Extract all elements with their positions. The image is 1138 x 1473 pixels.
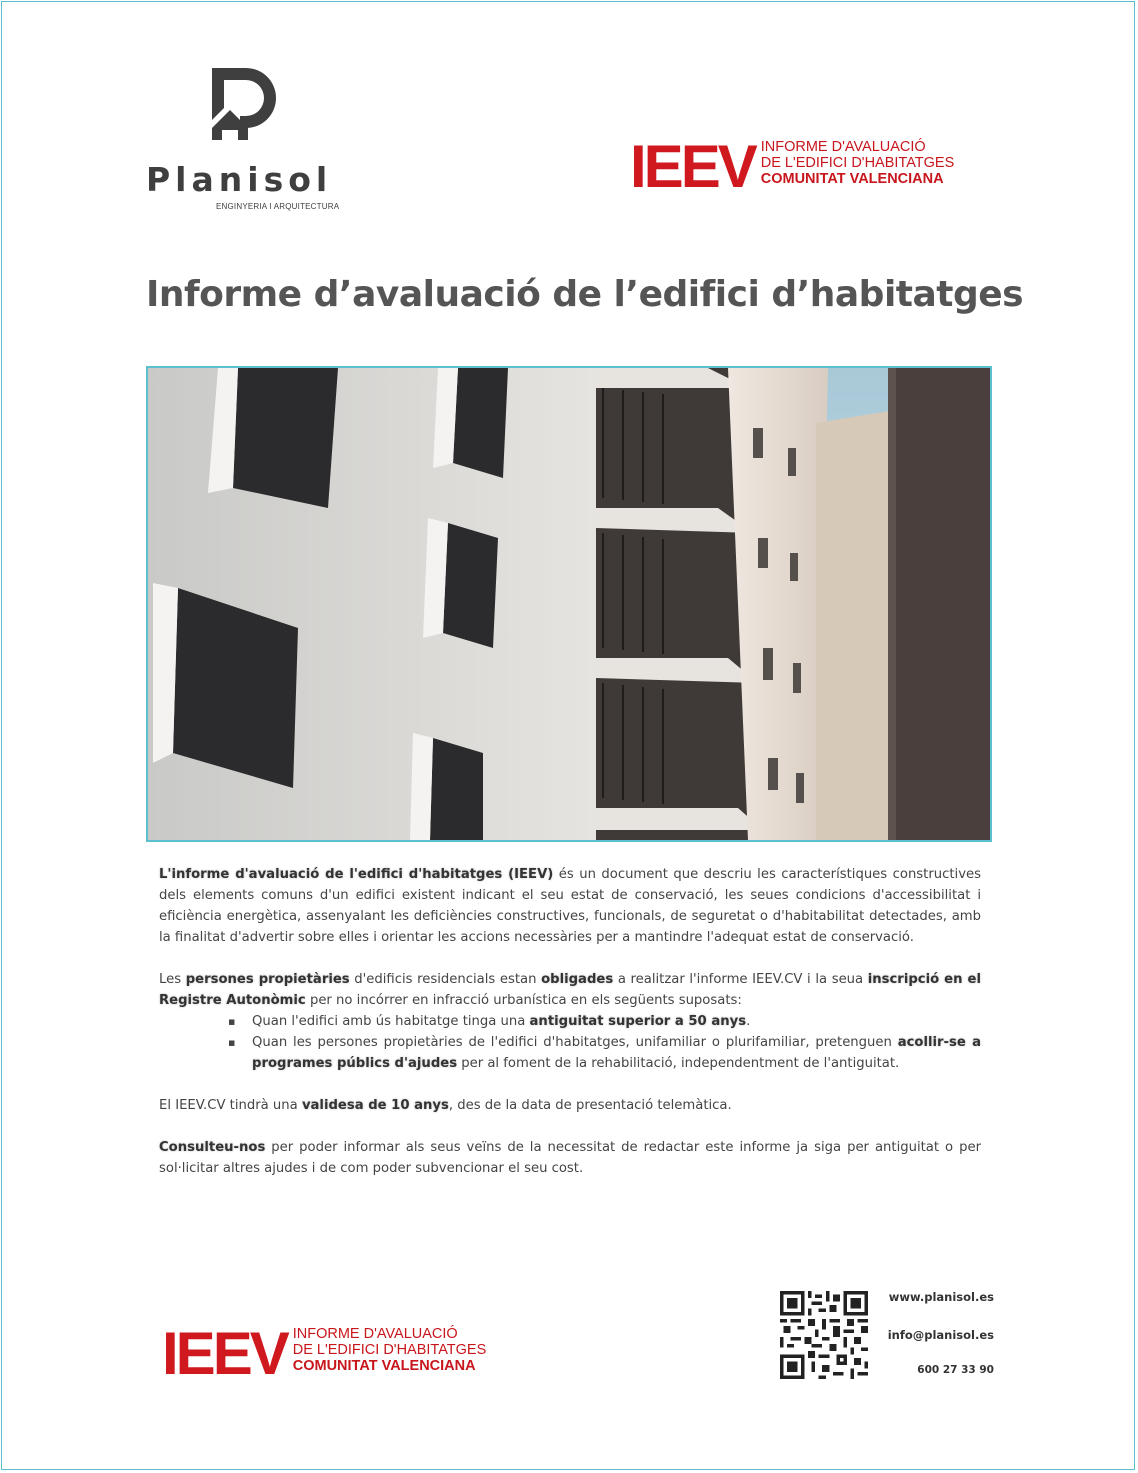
ieev-logo-bottom (162, 1320, 487, 1387)
ieev-mark: IEEV (162, 1320, 287, 1387)
website-link[interactable]: www.planisol.es (888, 1290, 994, 1304)
list-item: ▪ Quan les persones propietàries de l'edifici d'habitatges, unifamiliar o plurifamiliar, pretenguen acollir-se a programes públics d'ajudes per al foment de la rehabilitació, independentment de l'antiguitat. (252, 1032, 981, 1074)
page-title: Informe d’avaluació de l’edifici d’habitatges (146, 274, 1024, 315)
paragraph-intro: L'informe d'avaluació de l'edifici d'habitatges (IEEV) és un document que descriu les característiques constructives dels elements comuns d'un edifici existent indicant el seu estat de conservació, les seues condicions d'accessibilitat i eficiència energètica, assenyalant les deficiències constructives, funcionals, de seguretat o d'habitabilitat detectades, amb la finalitat d'advertir sobre elles i orientar les accions necessàries per a mantindre l'adequat estat de conservació. (159, 867, 981, 945)
email-link[interactable]: info@planisol.es (887, 1328, 994, 1342)
company-name: Planisol (146, 160, 333, 199)
planisol-p-icon (210, 68, 280, 144)
ieev-text: INFORME D'AVALUACIÓ DE L'EDIFICI D'HABITATGES COMUNITAT VALENCIANA (760, 139, 955, 188)
list-item: ▪ Quan l'edifici amb ús habitatge tinga una antiguitat superior a 50 anys. (252, 1011, 981, 1032)
ieev-mark: IEEV (630, 133, 755, 200)
phone-number[interactable]: 600 27 33 90 (917, 1364, 994, 1376)
ieev-logo-top (630, 133, 955, 200)
hero-image (146, 366, 992, 842)
paragraph-contact: Consulteu-nos per poder informar als seus veïns de la necessitat de redactar este informe ja siga per antiguitat o per sol·licitar altres ajudes i de com poder subvencionar el seu cost. (159, 1140, 981, 1176)
qr-code-icon[interactable] (780, 1291, 868, 1379)
planisol-logo (140, 68, 350, 218)
obligation-list (159, 1011, 981, 1074)
paragraph-obligation: Les persones propietàries d'edificis residencials estan obligades a realitzar l'informe IEEV.CV i la seua inscripció en el Registre Autonòmic per no incórrer en infracció urbanística en els següents suposats: (159, 972, 981, 1008)
ieev-text: INFORME D'AVALUACIÓ DE L'EDIFICI D'HABITATGES COMUNITAT VALENCIANA (292, 1326, 487, 1375)
body-text (159, 864, 981, 1200)
paragraph-validity: El IEEV.CV tindrà una validesa de 10 anys, des de la data de presentació telemàtica. (159, 1098, 732, 1113)
company-tagline: ENGINYERIA I ARQUITECTURA (216, 202, 340, 211)
